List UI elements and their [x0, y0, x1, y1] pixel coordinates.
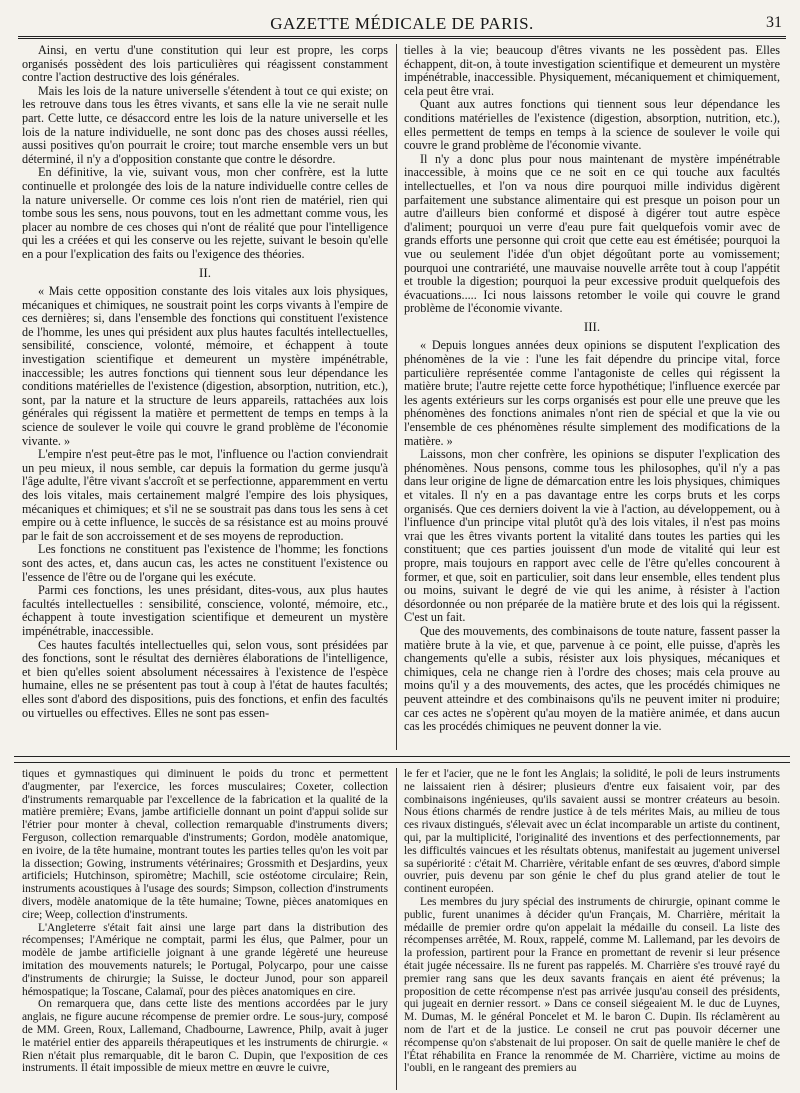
paragraph: tiques et gymnastiques qui diminuent le poids du tronc et permettent d'augmenter, par l'exercice, les forces musculaires; Coxeter, collection d'instruments remarquable par l'excellence de la fabrication et la qualité de la matière première; Evans, jambe artificielle donnant un point d'appui solide sur l'étrier pour monter à cheval, collection remarquable d'instruments divers; Ferguson, collection remarquable d'instruments; Gordon, modèle anatomique, en ivoire, de la tête humaine, montrant toutes les parties telles qu'on les voit par la dissection; Gowing, instruments vétérinaires; Grossmith et Desjardins, yeux artificiels; Hutchinson, spiromètre; Machill, scie ostéotome circulaire; Rein, instruments acoustiques à l'usage des sourds; Simpson, collection d'instruments divers, modèle anatomique de la tête humaine; Towne, pièces anatomiques en cire; Weep, collection d'instruments. [22, 768, 388, 921]
paragraph: « Mais cette opposition constante des lois vitales aux lois physiques, mécaniques et chimiques, ne soustrait point les corps vivants à l'empire de ces dernières; si, dans l'ensemble des fonctions qui constituent l'existence de l'homme, les unes qui président aux plus hautes facultés intellectuelles, sensibilité, conscience, volonté, mémoire, et échappent à toute investigation scientifique et demeurent un mystère impénétrable, inaccessible; les autres fonctions qui tiennent sous leur dépendance les conditions matérielles de l'existence (digestion, absorption, nutrition, etc.), sont, par la nature et la structure de leurs appareils, rattachées aux lois générales qui régissent la matière et permettent de temps en temps à la science de soulever le voile qui couvre le grand problème de l'économie vivante. » [22, 284, 388, 448]
page-header [18, 8, 786, 39]
paragraph: Que des mouvements, des combinaisons de toute nature, fassent passer la matière brute à la vie, et que, parvenue à ce point, elle puisse, d'après les changements qu'elle a subis, résister aux lois physiques, mécaniques et chimiques, cela ne change rien à l'ordre des choses; mais cela prouve au moins qu'il y a des mouvements, des actes, que les procédés chimiques ne peuvent atteindre et des combinaisons qu'ils ne peuvent imiter ni produire; car ces actes ne s'opèrent qu'au moyen de la matière animée, et dans aucun cas les procédés chimiques ne peuvent donner la vie. [404, 623, 780, 734]
paragraph: Parmi ces fonctions, les unes présidant, dites-vous, aux plus hautes facultés intellectuelles : sensibilité, conscience, volonté, mémoire, etc., échappent à toute investigation scientifique et demeurent un mystère impénétrable, inaccessible. [22, 583, 388, 638]
column-top-right [404, 44, 780, 750]
paragraph: tielles à la vie; beaucoup d'êtres vivants ne les possèdent pas. Elles échappent, dit-on, à toute investigation scientifique et demeurent un mystère impénétrable, inaccessible. Physiquement, mécaniquement et chimiquement, cela peut être vrai. [404, 44, 780, 98]
paragraph: « Depuis longues années deux opinions se disputent l'explication des phénomènes de la vie : l'une les fait dépendre du principe vital, force particulière représentée comme l'antagoniste de celles qui régissent la matière brute; l'autre rejette cette force hypothétique; l'influence exercée par les agents extérieurs sur les corps organisés est pour elle une preuve que les phénomènes des fonctions animales n'ont rien de spécial et que la vie ou l'ensemble de ces phénomènes résulte simplement des modifications de la matière. » [404, 338, 780, 448]
section-heading: III. [583, 318, 601, 334]
paragraph: Les membres du jury spécial des instruments de chirurgie, opinant comme le public, furent unanimes à décider qu'un Français, M. Charrière, méritait la médaille de premier ordre qu'on appelait la médaille du conseil. La liste des récompenses arrêtée, M. Roux, rappelé, comme M. Lallemand, par les devoirs de la profession, partirent pour la France en promettant de revenir si leur présence était jugée nécessaire. Ils ne furent pas rappelés. M. Charrière s'es trouvé rayé du premier rang sans que les deux savants français en aient été prévenus; la proposition de cette récompense n'est pas arrivée jusqu'au conseil des présidents, qui jugeait en dernier ressort. » Dans ce conseil siégeaient M. le duc de Luynes, M. Dumas, M. le général Poncelet et M. le baron C. Dupin. Ils réclamèrent au nom de l'art et de la justice. Le conseil ne crut pas pouvoir décerner une récompense qu'on s'abstenait de lui proposer. On sait de quelle manière le chef de l'État réhabilita en France la renommée de M. Charrière, victime au moins de l'oubli, en le rangeant des premiers au [404, 895, 780, 1075]
paragraph: Mais les lois de la nature universelle s'étendent à tout ce qui existe; on les retrouve dans tous les êtres vivants, et sans elle la vie ne serait nulle part. Cette lutte, ce désaccord entre les lois de la nature universelle et les lois de la nature individuelle, ne sont donc pas des choses aussi réelles, aussi positives qu'on pourrait le croire; tout marche ensemble vers un but déterminé, il n'y a d'opposition constante que contre le désordre. [22, 83, 388, 166]
paragraph: L'empire n'est peut-être pas le mot, l'influence ou l'action conviendrait un peu mieux, il nous semble, car depuis la formation du germe jusqu'à l'âge adulte, l'être vivant s'accroît et se perfectionne, apparemment en vertu des lois vitales, mais certainement malgré l'empire des lois physiques, mécaniques et chimiques; et s'il ne se soustrait pas dans tous les sens à cet empire ou à cette influence, le succès de sa résistance est au moins prouvé par le fait de son accroissement et de ses moyens de reproduction. [22, 447, 388, 543]
paragraph: Les fonctions ne constituent pas l'existence de l'homme; les fonctions sont des actes, et, dans aucun cas, les actes ne constituent l'existence ou l'essence de l'être ou de l'organe qui les exécute. [22, 542, 388, 584]
feuilleton-divider [14, 756, 790, 763]
column-divider [396, 768, 397, 1090]
paragraph: Quant aux autres fonctions qui tiennent sous leur dépendance les conditions matérielles de l'existence (digestion, absorption, nutrition, etc.), elles permettent de temps en temps à la science de soulever le voile qui couvre le grand problème de l'économie vivante. [404, 97, 780, 153]
paragraph: On remarquera que, dans cette liste des mentions accordées par le jury anglais, ne figure aucune récompense de premier ordre. Le sous-jury, composé de MM. Green, Roux, Lallemand, Chadbourne, Lawrence, Philp, avait à juger le matériel entier des appareils thérapeutiques et les instruments de chirurgie. « Rien n'était plus remarquable, dit le baron C. Dupin, que l'exposition de ces instruments. Il était impossible de mieux mettre en œuvre le cuivre, [22, 998, 388, 1075]
paragraph: Il n'y a donc plus pour nous maintenant de mystère impénétrable inaccessible, à moins que ce ne soit en ce qui touche aux facultés intellectuelles, et l'on va nous dire pourquoi mille individus digèrent parfaitement une substance alimentaire qui est presque un poison pour un autre d'ailleurs bien conformé et disposé à digérer tout autre espèce d'aliment; pourquoi un verre d'eau pure fait quelquefois vomir avec de grands efforts une personne qui croit que cette eau est émétisée; pourquoi la vue ou seulement l'idée d'un objet dégoûtant porte au vomissement; pourquoi une contrariété, une mauvaise nouvelle arrête tout à coup l'appétit et trouble la digestion; pourquoi la peur excessive produit quelquefois des évacuations..... Ici nous laissons retomber le voile qui couvre le grand problème de l'économie vivante. [404, 151, 780, 316]
journal-title: GAZETTE MÉDICALE DE PARIS. [270, 14, 534, 33]
paragraph: Ces hautes facultés intellectuelles qui, selon vous, sont présidées par des fonctions, sont le résultat des dernières élaborations de l'intelligence, et bien qu'elles soient absolument nécessaires à l'existence de l'espèce humaine, elles ne se présentent pas tout à coup à l'état de hautes facultés; elles sont d'abord des dispositions, puis des fonctions, et enfin des facultés ou virtuelles ou effectives. Elles ne sont pas essen- [22, 637, 388, 720]
paragraph: Laissons, mon cher confrère, les opinions se disputer l'explication des phénomènes. Nous pensons, comme tous les philosophes, qu'il n'y a pas dans leur origine de ligne de démarcation entre les lois physiques, chimiques et vitales. Il n'y en a pas davantage entre les corps bruts et les corps organisés. Que ces derniers doivent la vie à l'action, au développement, ou à l'influence d'un principe vital plutôt qu'à des lois vitales, il n'est pas moins vrai que les êtres vivants portent la vitalité dans toutes les parties qui les constituent; que ces parties jouissent d'un mode de vitalité qui leur est propre, mais toujours en rapport avec celle de l'être qu'elles concourent à former, et que, soit en particulier, soit dans leur ensemble, elles tendent plus ou moins, suivant le degré de vie qui les anime, à résister à l'action désordonnée ou non préparée de la matière brute et des lois qui la régissent. C'est un fait. [404, 447, 780, 625]
column-divider [396, 44, 397, 750]
page-number: 31 [766, 14, 782, 31]
column-bottom-right [404, 768, 780, 1090]
paragraph: le fer et l'acier, que ne le font les Anglais; la solidité, le poli de leurs instruments ne laissaient rien à désirer; plusieurs d'entre eux faisaient voir, par des combinaisons ingénieuses, qu'ils savaient aussi se montrer créateurs au besoin. Nous étions charmés de rendre justice à de tels mérites Mais, au milieu de tous ces rivaux distingués, s'élevait avec un éclat incomparable un artiste du continent, qui, par la multiplicité, l'originalité des inventions et des perfectionnements, par les difficultés vaincues et les résultats obtenus, manifestait au jugement universel sa supériorité : c'était M. Charrière, véritable enfant de ses œuvres, d'abord simple ouvrier, puis devenu par son génie le chef du plus grand atelier de tout le continent européen. [404, 768, 780, 896]
paragraph: L'Angleterre s'était fait ainsi une large part dans la distribution des récompenses; l'Amérique ne comptait, parmi les élus, que Palmer, pour un modèle de jambe artificielle joignant à une grande légèreté une heureuse imitation des mouvements naturels; le Portugal, Polycarpo, pour une caisse d'instruments de chirurgie; la Suisse, le docteur Junod, pour son appareil hémospatique; la Toscane, Calamaï, pour des pièces anatomiques en cire. [22, 921, 388, 998]
column-top-left [22, 44, 388, 750]
section-heading: II. [199, 264, 211, 280]
paragraph: Ainsi, en vertu d'une constitution qui leur est propre, les corps organisés possèdent des lois particulières qui réagissent constamment contre l'action destructive des lois générales. [22, 44, 388, 85]
column-bottom-left [22, 768, 388, 1090]
paragraph: En définitive, la vie, suivant vous, mon cher confrère, est la lutte continuelle et prolongée des lois de la nature individuelle contre celles de la nature universelle. Or comme ces lois n'ont rien de matériel, rien qui tombe sous les sens, nous pouvons, tout en les admettant comme vous, les placer au nombre de ces choses qui n'ont de réalité que pour l'intelligence qui les a créées et qui les conserve ou les rejette, suivant le besoin qu'elle en a pour l'explication des faits ou l'exigence des théories. [22, 165, 388, 261]
